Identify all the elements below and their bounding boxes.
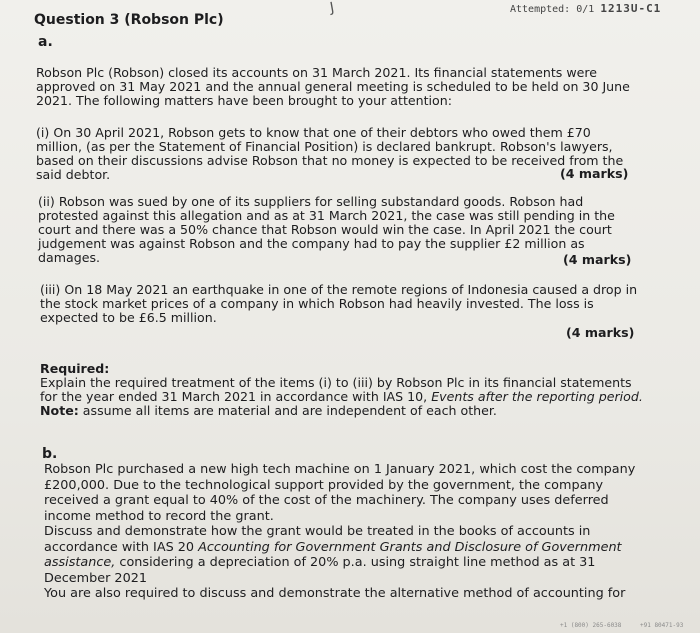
note-text: assume all items are material and are independent of each other. [78,403,497,418]
intro-paragraph: Robson Plc (Robson) closed its accounts on 31 March 2021. Its financial statements were approved on 31 May 2021 and the annual general meeting is scheduled to be held on 30 June 2021. The following matters have been brought to your attention: [36,65,630,108]
item-2-paragraph: (ii) Robson was sued by one of its suppliers for selling substandard goods. Robson had protested against this allegation and as at 31 March 2021, the case was still pending in the court and there was a 50% chance that Robson would win the case. In April 2021 the court judgement was against Robson and the company had to pay the supplier £2 million as damages. [38,194,615,265]
required-text: Explain the required treatment of the items (i) to (iii) by Robson Plc in its financial statements for the year ended 31 March 2021 in accordance with IAS 10, [40,375,632,404]
footer-phone-right: +91 80471-93 [640,622,684,629]
required-label: Required: [40,361,110,376]
attempt-stamp [510,2,661,15]
footer-phone-left: +1 (800) 265-6038 [560,622,622,629]
attempt-status: Attempted: 0/1 [510,4,595,15]
question-title: Question 3 (Robson Plc) [34,12,224,28]
item-2-marks: (4 marks) [563,252,632,267]
pen-mark: J [328,0,336,17]
item-3-paragraph: (iii) On 18 May 2021 an earthquake in one of the remote regions of Indonesia caused a drop in the stock market prices of a company in which Robson had heavily invested. The loss is expected to be £6.5 million. [40,282,638,325]
required-section [40,362,648,418]
standard-title: Events after the reporting period. [431,389,643,404]
part-b-paragraph-2: Discuss and demonstrate how the grant would be treated in the books of accounts in accordance with IAS 20 [44,524,591,555]
part-b-paragraph-3: You are also required to discuss and demonstrate the alternative method of accounting for [44,586,626,601]
part-b-section [44,462,656,602]
question-code: 1213U-C1 [600,2,662,15]
item-1-marks: (4 marks) [560,166,629,181]
item-1-paragraph: (i) On 30 April 2021, Robson gets to know that one of their debtors who owed them £70 million, (as per the Statement of Financial Position) is declared bankrupt. Robson's lawyers, based on their discussions advise Robson that no money is expected to be received from the said debtor. [36,125,624,182]
part-a-label: a. [38,34,53,50]
part-b-paragraph-1: Robson Plc purchased a new high tech machine on 1 January 2021, which cost the company £200,000. Due to the technological support provided by the government, the company received a grant equal to 40% of the cost of the machinery. The company uses deferred income method to record the grant. [44,462,636,524]
ias20-title: Accounting for Government Grants and Disclosure of Government assistance, [44,539,622,570]
item-3-marks: (4 marks) [566,325,635,340]
part-b-label: b. [42,446,58,462]
note-label: Note: [40,403,79,418]
part-b-paragraph-2-end: considering a depreciation of 20% p.a. using straight line method as at 31 December 2021 [44,555,596,586]
